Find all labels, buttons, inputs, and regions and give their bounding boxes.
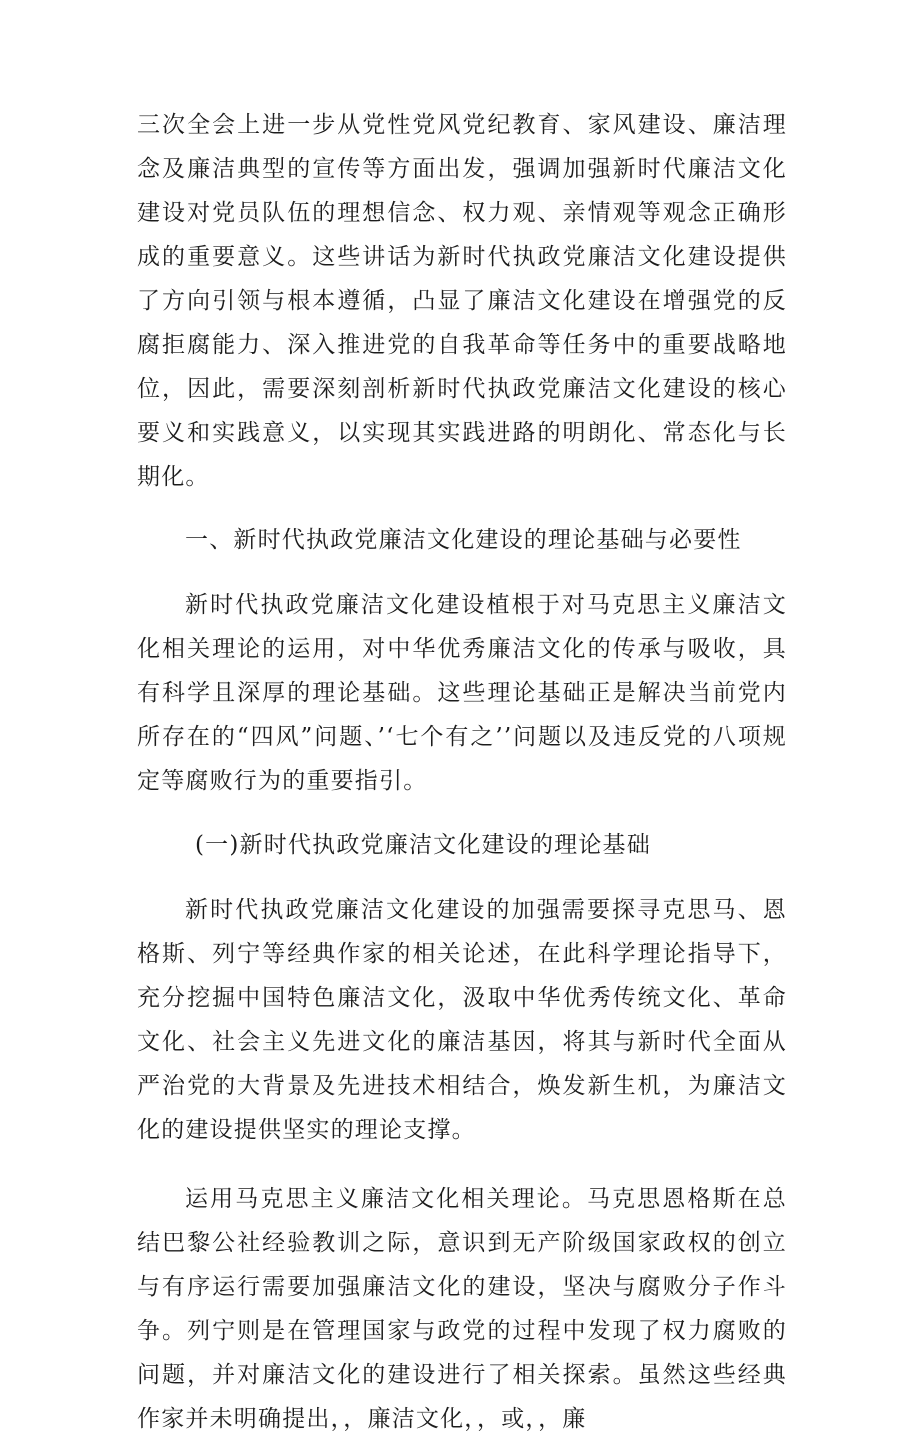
body-paragraph: 新时代执政党廉洁文化建设植根于对马克思主义廉洁文化相关理论的运用，对中华优秀廉洁文化的传承与吸收，具有科学且深厚的理论基础。这些理论基础正是解决当前党内所存在的“四风”问题、’‘七个有之’’问题以及违反党的八项规定等腐败行为的重要指引。 (137, 592, 787, 794)
body-paragraph: 运用马克思主义廉洁文化相关理论。马克思恩格斯在总结巴黎公社经验教训之际，意识到无产阶级国家政权的创立与有序运行需要加强廉洁文化的建设，坚决与腐败分子作斗争。列宁则是在管理国家与政党的过程中发现了权力腐败的问题，并对廉洁文化的建设进行了相关探索。虽然这些经典作家并未明确提出，，廉洁文化，，或，，廉 (137, 1186, 787, 1432)
body-paragraph: 三次全会上进一步从党性党风党纪教育、家风建设、廉洁理念及廉洁典型的宣传等方面出发，强调加强新时代廉洁文化建设对党员队伍的理想信念、权力观、亲情观等观念正确形成的重要意义。这些讲话为新时代执政党廉洁文化建设提供了方向引领与根本遵循，凸显了廉洁文化建设在增强党的反腐拒腐能力、深入推进党的自我革命等任务中的重要战略地位，因此，需要深刻剖析新时代执政党廉洁文化建设的核心要义和实践意义，以实现其实践进路的明朗化、常态化与长期化。 (137, 112, 787, 490)
document-body (137, 103, 787, 1441)
section-heading: 一、新时代执政党廉洁文化建设的理论基础与必要性 (185, 527, 742, 553)
subsection-heading: (一)新时代执政党廉洁文化建设的理论基础 (195, 832, 651, 858)
body-paragraph: 新时代执政党廉洁文化建设的加强需要探寻克思马、恩格斯、列宁等经典作家的相关论述，在此科学理论指导下，充分挖掘中国特色廉洁文化，汲取中华优秀传统文化、革命文化、社会主义先进文化的廉洁基因，将其与新时代全面从严治党的大背景及先进技术相结合，焕发新生机，为廉洁文化的建设提供坚实的理论支撑。 (137, 897, 787, 1143)
